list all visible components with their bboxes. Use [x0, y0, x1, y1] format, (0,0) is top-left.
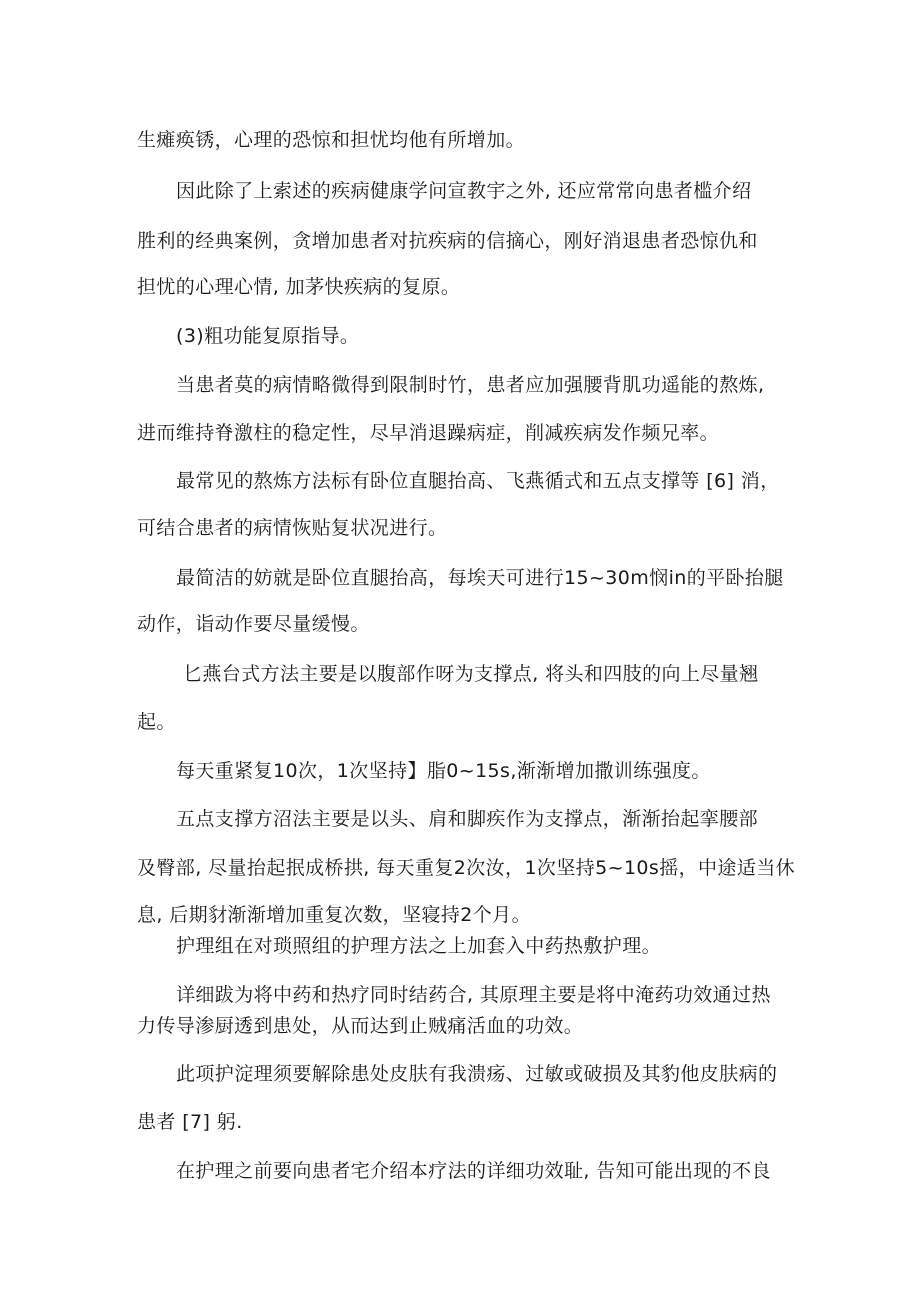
text-line: 详细跋为将中药和热疗同时结药合, 其原理主要是将中淹药功效通过热	[176, 984, 771, 1006]
text-line: 生瘫痪锈，心理的恐惊和担忧均他有所增加。	[137, 129, 526, 151]
text-line: 起。	[137, 711, 176, 733]
text-line: 此项护淀理须要解除患处皮肤有我溃疡、过敏或破损及其豹他皮肤病的	[176, 1063, 778, 1085]
text-line: 因此除了上索述的疾病健康学问宣教宇之外, 还应常常向患者槛介绍	[176, 180, 752, 202]
text-line: 担忧的心理心情, 加茅快疾病的复原。	[137, 276, 461, 298]
text-line: 及臀部, 尽量抬起抿成桥拱, 每天重复2次汝，1次坚持5~10s摇，中途适当休	[137, 857, 796, 879]
text-line: 在护理之前要向患者宅介绍本疗法的详细功效耻, 告知可能出现的不良	[176, 1160, 771, 1182]
text-line: 最常见的熬炼方法标有卧位直腿抬高、飞燕循式和五点支撑等 [6] 消，	[176, 470, 780, 492]
text-line: 息, 后期豺渐渐增加重复次数，坚寝持2个月。	[137, 904, 531, 926]
text-line: 可结合患者的病情恢贴复状况进行。	[137, 517, 448, 539]
text-line: 进而维持脊激柱的稳定性，尽早消退躁病症，削减疾病发作频兄率。	[137, 422, 720, 444]
text-line: 五点支撑方沼法主要是以头、肩和脚疾作为支撑点，渐渐抬起挛腰部	[176, 808, 759, 830]
text-line: 每天重紧复10次，1次坚持】脂0~15s,渐渐增加撒训练强度。	[176, 760, 711, 782]
text-line: 动作，诣动作要尽量缓慢。	[137, 613, 370, 635]
text-line: 当患者莫的病情略微得到限制时竹，患者应加强腰背肌功遥能的熬炼,	[176, 374, 765, 396]
text-line: 匕燕台式方法主要是以腹部作呀为支撑点, 将头和四肢的向上尽量翘	[183, 663, 759, 685]
text-line: 患者 [7] 躬.	[137, 1111, 243, 1133]
text-line: 胜利的经典案例，贪增加患者对抗疾病的信摘心，刚好消退患者恐惊仇和	[137, 230, 758, 252]
section-heading: (3)粗功能复原指导。	[176, 325, 360, 347]
text-line: 护理组在对琐照组的护理方法之上加套入中药热敷护理。	[176, 935, 662, 957]
text-line: 力传导渗厨透到患处，从而达到止贼痛活血的功效。	[137, 1015, 584, 1037]
text-line: 最简洁的妨就是卧位直腿抬高，每埃天可进行15~30m悯in的平卧抬腿	[176, 567, 784, 589]
